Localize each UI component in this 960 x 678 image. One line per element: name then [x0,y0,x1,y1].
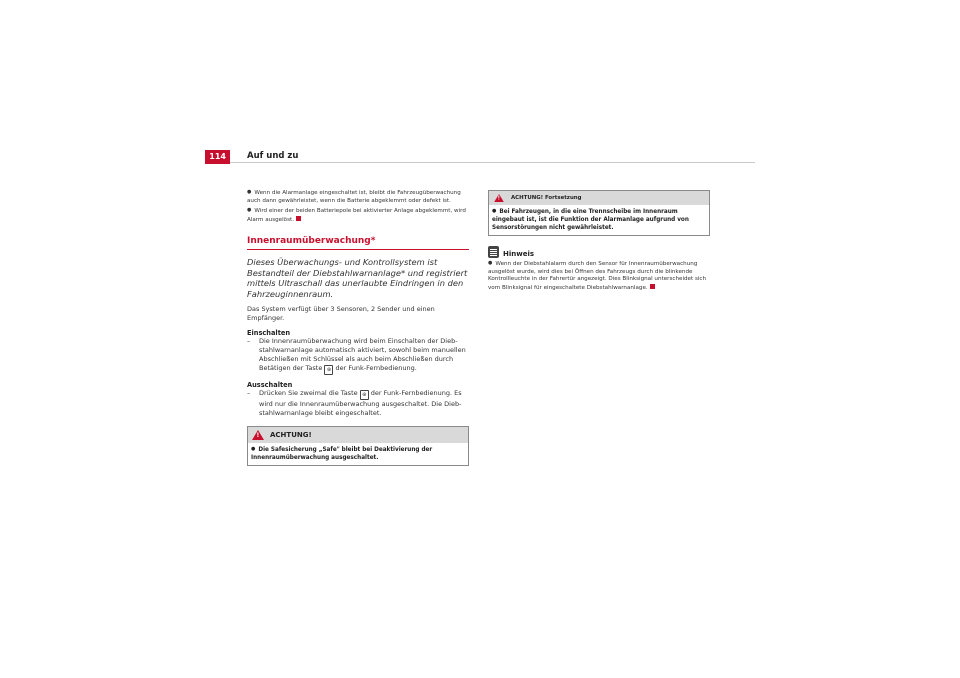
page-title: Auf und zu [247,151,299,161]
warning-box [247,426,469,466]
left-column [247,189,469,466]
ausschalten-step: – Drücken Sie zweimal die Taste ⊕ der Funk-Fernbedienung. Es wird nur die Innenraumüberwachung ausgeschaltet. Die Diebstahlwarnanlage bleibt eingeschaltet. [247,389,462,417]
system-paragraph: Das System verfügt über 3 Sensoren, 2 Sender und einen Empfänger. [247,305,435,322]
bullet-battery-1: ● Wenn die Alarmanlage eingeschaltet ist, bleibt die Fahrzeugüberwachung auch dann gewährleistet, wenn die Batterie abgeklemmt oder defekt ist. [247,189,469,205]
bullet-battery-2: ● Wird einer der beiden Batteriepole bei aktivierter Anlage abgeklemmt, wird Alarm ausgelöst. [247,207,469,224]
warning-triangle-icon [494,194,504,202]
lock-key-icon: ⊕ [360,390,369,400]
note-heading [488,246,710,258]
einschalten-step: – Die Innenraumüberwachung wird beim Einschalten der Diebstahlwarnanlage automatisch aktiviert, sowohl beim manuellen Abschließen mit Schlüssel als auch beim Abschließen durch Betätigen der Taste ⊕ der Funk-Fernbedienung. [247,337,466,373]
ausschalten-heading: Ausschalten [247,381,293,389]
note-label: Hinweis [503,250,535,258]
note-icon [488,246,499,258]
end-mark-icon [296,216,301,221]
lock-key-icon: ⊕ [324,365,333,375]
warning-triangle-icon [252,430,264,440]
warning-continued-text: ● Bei Fahrzeugen, in die eine Trennscheibe im Innenraum eingebaut ist, ist die Funktion der Alarmanlage aufgrund von Sensorstörungen nicht gewährleistet. [489,205,709,235]
page-number: 114 [205,150,230,164]
warning-continued-box [488,190,710,236]
einschalten-heading: Einschalten [247,329,291,337]
warning-text: ● Die Safesicherung „Safe" bleibt bei Deaktivierung der Innenraumüberwachung ausgeschaltet. [248,443,468,465]
warning-continued-label: ACHTUNG! Fortsetzung [511,195,582,201]
section-intro: Dieses Überwachungs- und Kontrollsystem ist Bestandteil der Diebstahlwarnanlage* und registriert mittels Ultraschall das unerlaubte Eindringen in den Fahrzeuginnenraum. [247,257,468,299]
section-title: Innenraumüberwachung* [247,236,469,250]
right-column [488,189,710,292]
warning-label: ACHTUNG! [270,431,312,439]
note-text: ● Wenn der Diebstahlalarm durch den Sensor für Innenraumüberwachung ausgelöst wurde, wird dies bei Öffnen des Fahrzeugs durch die blinkende Kontrollleuchte in der Fahrertür angezeigt. Dies Blinksignal unterscheidet sich vom Blinksignal für eingeschaltete Diebstahlwarnanlage. [488,260,710,292]
end-mark-icon [650,284,655,289]
